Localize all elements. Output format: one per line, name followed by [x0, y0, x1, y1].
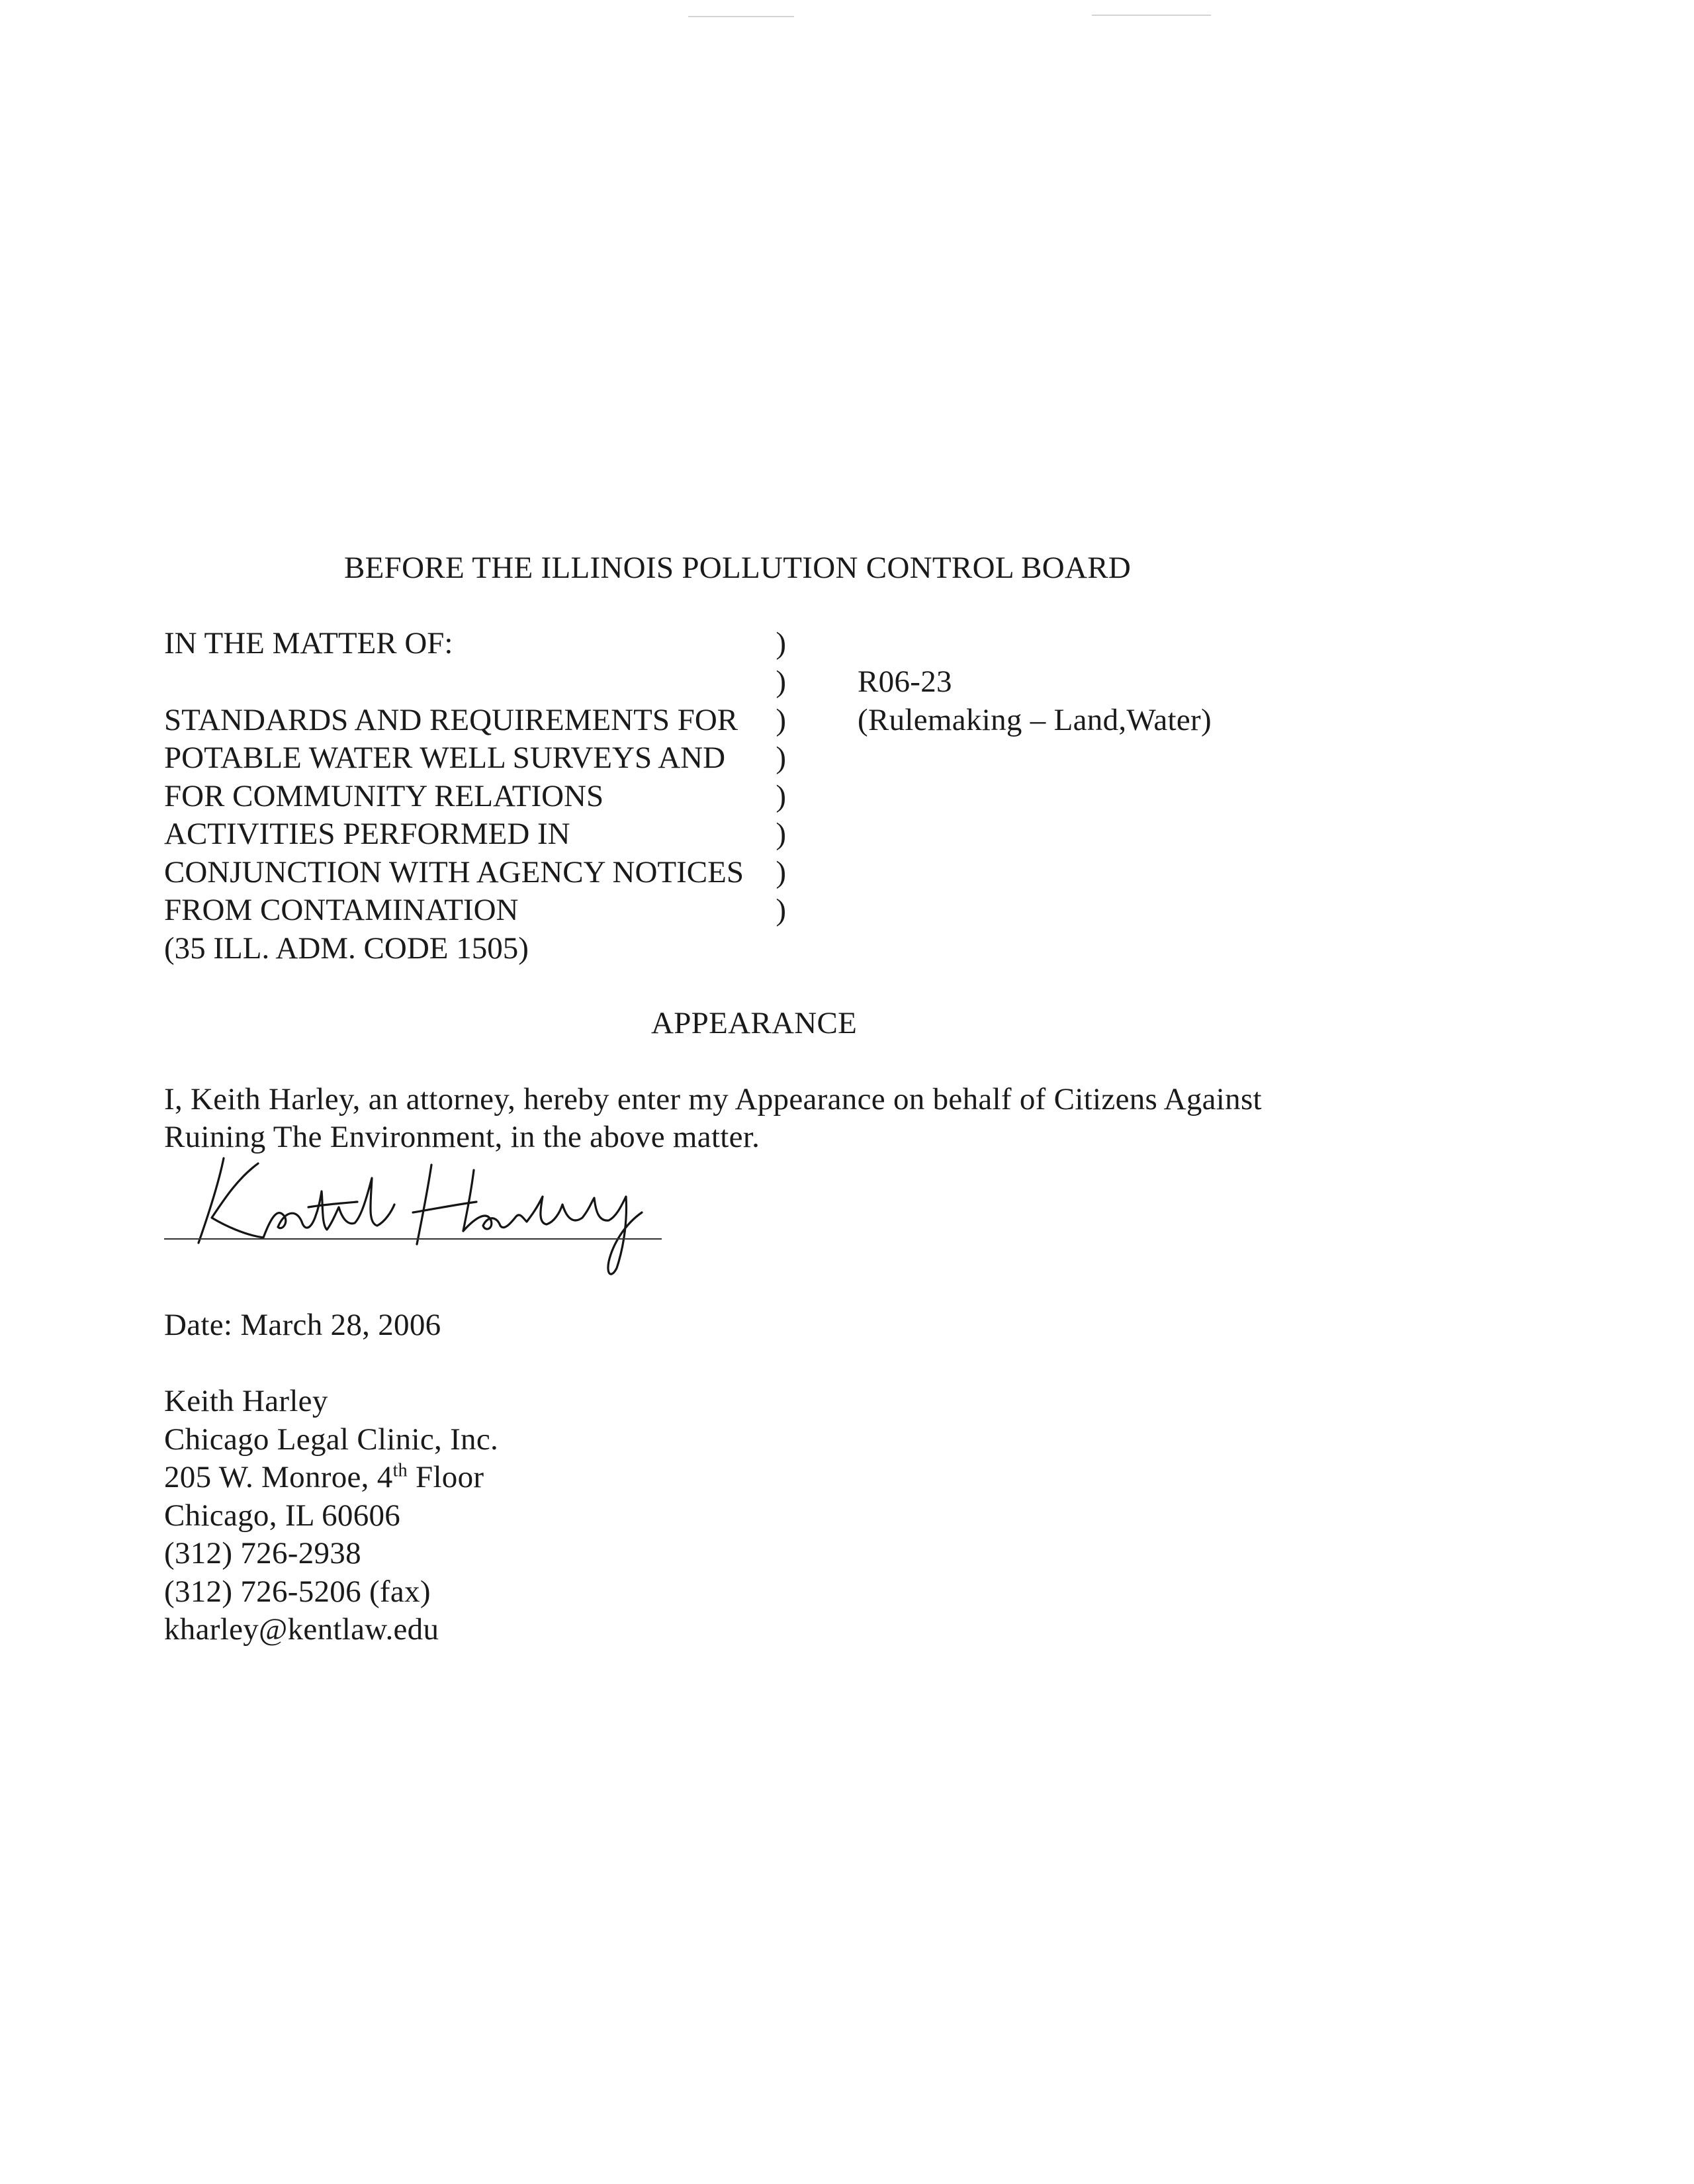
caption-line: [164, 739, 786, 776]
caption-line-text: IN THE MATTER OF:: [164, 626, 453, 660]
caption-paren: ): [776, 664, 786, 699]
caption-line-text: STANDARDS AND REQUIREMENTS FOR: [164, 703, 738, 737]
caption-line: [164, 854, 786, 891]
docket-number: R06-23: [858, 664, 952, 699]
caption-paren: ): [776, 817, 786, 851]
handwritten-signature: [185, 1138, 662, 1284]
contact-fax: (312) 726-5206 (fax): [164, 1574, 431, 1609]
appearance-statement-line: I, Keith Harley, an attorney, hereby enter my Appearance on behalf of Citizens Against: [164, 1082, 1262, 1116]
scan-artifact: [688, 16, 794, 17]
caption-paren: ): [776, 779, 786, 813]
caption-line-text: FOR COMMUNITY RELATIONS: [164, 779, 604, 813]
caption-paren: ): [776, 703, 786, 737]
contact-email: kharley@kentlaw.edu: [164, 1612, 439, 1647]
caption-line: [164, 891, 786, 929]
caption-line: [164, 702, 786, 739]
appearance-statement-line: Ruining The Environment, in the above matter.: [164, 1120, 760, 1154]
caption-line-text: CONJUNCTION WITH AGENCY NOTICES: [164, 855, 744, 889]
caption-line: [164, 663, 786, 700]
docket-type: (Rulemaking – Land,Water): [858, 703, 1212, 737]
caption-paren: ): [776, 893, 786, 927]
contact-name: Keith Harley: [164, 1384, 328, 1418]
contact-city: Chicago, IL 60606: [164, 1498, 401, 1533]
caption-line-text: ACTIVITIES PERFORMED IN: [164, 817, 570, 851]
caption-paren: ): [776, 855, 786, 889]
caption-line: [164, 625, 786, 662]
caption-line: [164, 815, 786, 852]
caption-line: [164, 778, 786, 815]
caption-line-text: POTABLE WATER WELL SURVEYS AND: [164, 741, 726, 775]
contact-organization: Chicago Legal Clinic, Inc.: [164, 1422, 499, 1457]
date-line: Date: March 28, 2006: [164, 1308, 441, 1342]
caption-paren: ): [776, 741, 786, 775]
address-superscript: th: [392, 1460, 408, 1481]
board-title: BEFORE THE ILLINOIS POLLUTION CONTROL BOARD: [344, 551, 1132, 585]
caption-line: [164, 930, 786, 967]
contact-address: [164, 1459, 484, 1496]
signature-line: [164, 1238, 662, 1240]
caption-line-text: FROM CONTAMINATION: [164, 893, 519, 927]
contact-phone: (312) 726-2938: [164, 1536, 361, 1570]
caption-line-text: (35 ILL. ADM. CODE 1505): [164, 931, 529, 966]
caption-paren: ): [776, 626, 786, 660]
scan-artifact: [1092, 15, 1211, 16]
address-street: 205 W. Monroe, 4: [164, 1460, 393, 1494]
document-title: APPEARANCE: [651, 1006, 858, 1040]
address-floor: Floor: [407, 1460, 484, 1494]
